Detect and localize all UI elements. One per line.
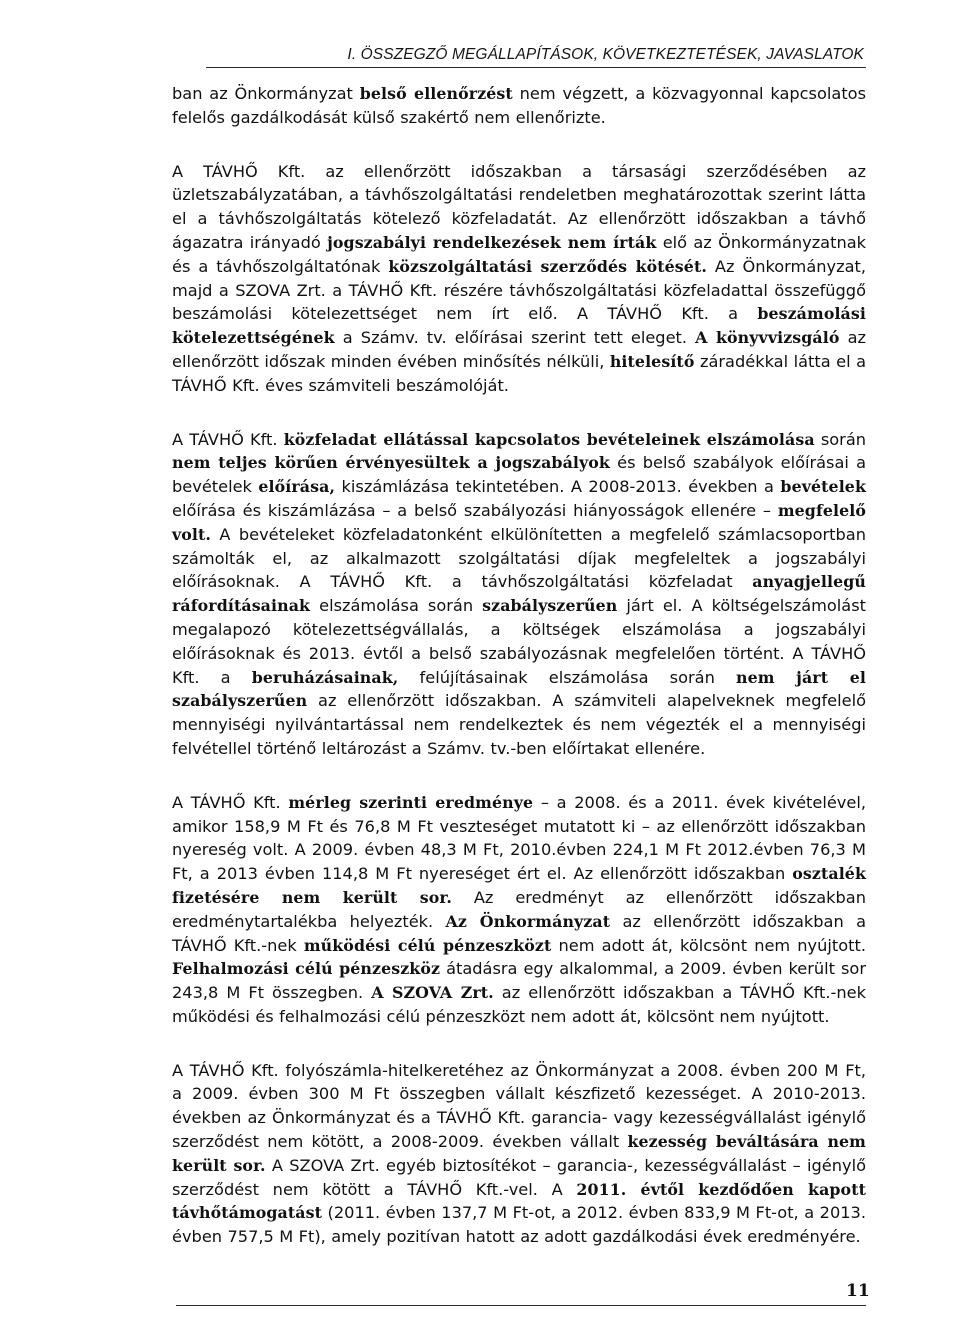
body-text: felújításainak elszámolása során bbox=[398, 667, 736, 687]
emphasis-text: bevételek bbox=[780, 477, 866, 497]
body-text: az ellenőrzött időszakban. A számviteli alapelveknek megfelelő mennyiségi nyilvántartással nem rendelkeztek és nem végezték el a mennyiségi felvétellel történő leltározást a Számv. tv.-ben előírtakat ellenére. bbox=[172, 691, 866, 758]
body-text: a Számv. tv. előírásai szerint tett eleget. bbox=[334, 328, 696, 348]
emphasis-text: szabályszerűen bbox=[482, 596, 618, 616]
emphasis-text: beruházásainak, bbox=[251, 667, 399, 687]
body-text: az ellenőrzött időszakban a TÁVHŐ Kft.-nek működési és felhalmozási célú pénzeszközt nem adott át, kölcsönt nem nyújtott. bbox=[172, 983, 866, 1026]
header-rule bbox=[206, 67, 866, 68]
emphasis-text: előírása, bbox=[258, 477, 336, 497]
emphasis-text: közszolgáltatási szerződés kötését. bbox=[388, 256, 707, 276]
body-text: Az eredményt az ellenőrzött időszakban eredménytartalékba helyezték. bbox=[172, 887, 866, 931]
body-text: járt el. A költségelszámolást megalapozó kötelezettségvállalás, a költségek elszámolása a jogszabályi előírásoknak és 2013. évtől a belső szabályozásnak megfelelően történt. A TÁVHŐ Kft. a bbox=[172, 596, 866, 687]
body-text: záradékkal látta el a TÁVHŐ Kft. éves számviteli beszámolóját. bbox=[172, 351, 866, 395]
body-text: ban az Önkormányzat bbox=[172, 84, 360, 103]
body-text: nem végzett, a közvagyonnal kapcsolatos felelős gazdálkodását külső szakértő nem ellenőrizte. bbox=[172, 84, 866, 127]
body-text: az ellenőrzött időszakban a TÁVHŐ Kft.-nek bbox=[172, 911, 866, 955]
paragraph-3 bbox=[172, 428, 866, 761]
running-header: I. ÖSSZEGZŐ MEGÁLLAPÍTÁSOK, KÖVETKEZTETÉSEK, JAVASLATOK bbox=[347, 46, 864, 63]
page-content bbox=[172, 82, 866, 1279]
emphasis-text: beszámolási kötelezettségének bbox=[172, 304, 866, 348]
body-text: és belső szabályok előírásai a bevételek bbox=[172, 453, 867, 497]
body-text: előírása és kiszámlázása – a belső szabályozási hiányosságok ellenére – bbox=[172, 500, 778, 520]
body-text: (2011. évben 137,7 M Ft-ot, a 2012. évben 833,9 M Ft-ot, a 2013. évben 757,5 M Ft), amely pozitívan hatott az adott gazdálkodási évek eredményére. bbox=[172, 1203, 866, 1247]
footer-rule bbox=[176, 1305, 866, 1306]
emphasis-text: Felhalmozási célú pénzeszköz bbox=[172, 959, 441, 979]
body-text: A SZOVA Zrt. egyéb biztosítékot – garancia-, kezességvállalást – igénylő szerződést nem kötött a TÁVHŐ Kft.-vel. A bbox=[172, 1155, 866, 1199]
body-text: átadásra egy alkalommal, a 2009. évben került sor 243,8 M Ft összegben. bbox=[172, 959, 866, 1003]
emphasis-text: jogszabályi rendelkezések nem írták bbox=[327, 232, 657, 252]
paragraph-5 bbox=[172, 1059, 866, 1249]
body-text: A TÁVHŐ Kft. folyószámla-hitelkeretéhez az Önkormányzat a 2008. évben 200 M Ft, a 2009. évben 300 M Ft összegben vállalt készfizető kezességet. A 2010-2013. években az Önkormányzat és a TÁVHŐ Kft. garancia- vagy kezességvállalást igénylő szerződést nem kötött, a 2008-2009. években vállalt bbox=[172, 1060, 866, 1152]
body-text: A TÁVHŐ Kft. bbox=[172, 429, 284, 449]
emphasis-text: hitelesítő bbox=[609, 351, 695, 371]
body-text: A TÁVHŐ Kft. bbox=[172, 792, 289, 812]
body-text: A bevételeket közfeladatonként elkülönítetten a megfelelő számlacsoportban számolták el, az alkalmazott szolgáltatási díjak megfeleltek a jogszabályi előírásoknak. A TÁVHŐ Kft. a távhőszolgáltatási közfeladat bbox=[172, 524, 866, 592]
paragraph-4 bbox=[172, 791, 866, 1029]
body-text: Az Önkormányzat, majd a SZOVA Zrt. a TÁVHŐ Kft. részére távhőszolgáltatási közfeladattal összefüggő beszámolási kötelezettséget nem írt elő. A TÁVHŐ Kft. a bbox=[172, 256, 866, 324]
emphasis-text: nem járt el szabályszerűen bbox=[172, 667, 866, 711]
paragraph-2 bbox=[172, 160, 866, 398]
body-text: kiszámlázása tekintetében. A 2008-2013. években a bbox=[335, 477, 781, 497]
emphasis-text: 2011. évtől kezdődően kapott távhőtámogatást bbox=[172, 1179, 866, 1223]
body-text: az ellenőrzött időszak minden évében minősítés nélküli, bbox=[172, 328, 866, 371]
body-text: elszámolása során bbox=[310, 596, 483, 616]
emphasis-text: belső ellenőrzést bbox=[359, 84, 513, 103]
emphasis-text: osztalék fizetésére nem került sor. bbox=[172, 864, 866, 907]
emphasis-text: A SZOVA Zrt. bbox=[371, 983, 494, 1003]
page-number: 11 bbox=[846, 1281, 870, 1301]
emphasis-text: nem teljes körűen érvényesültek a jogszabályok bbox=[172, 453, 610, 473]
emphasis-text: mérleg szerinti eredménye bbox=[288, 792, 534, 812]
emphasis-text: kezesség beváltására nem került sor. bbox=[172, 1132, 866, 1175]
emphasis-text: anyagjellegű ráfordításainak bbox=[172, 572, 866, 616]
body-text: – a 2008. és a 2011. évek kivételével, amikor 158,9 M Ft és 76,8 M Ft veszteséget mutatott ki – az ellenőrzött időszakban nyereség volt. A 2009. évben 48,3 M Ft, 2010.évben 224,1 M Ft 2012.évben 76,3 M Ft, a 2013 évben 114,8 M Ft nyereséget ért el. Az ellenőrzött időszakban bbox=[172, 792, 866, 884]
paragraph-1 bbox=[172, 82, 866, 130]
emphasis-text: A könyvvizsgáló bbox=[695, 328, 840, 348]
emphasis-text: Az Önkormányzat bbox=[445, 911, 611, 931]
emphasis-text: működési célú pénzeszközt bbox=[303, 935, 552, 955]
emphasis-text: közfeladat ellátással kapcsolatos bevételeinek elszámolása bbox=[283, 429, 815, 449]
emphasis-text: megfelelő volt. bbox=[172, 500, 866, 544]
body-text: nem adott át, kölcsönt nem nyújtott. bbox=[551, 935, 866, 955]
body-text: elő az Önkormányzatnak és a távhőszolgáltatónak bbox=[172, 232, 867, 276]
body-text: A TÁVHŐ Kft. az ellenőrzött időszakban a társasági szerződésében az üzletszabályzatában, a távhőszolgáltatási rendeletben meghatározottak szerint látta el a távhőszolgáltatás kötelező közfeladatát. Az ellenőrzött időszakban a távhő ágazatra irányadó bbox=[172, 161, 866, 252]
body-text: során bbox=[814, 429, 867, 449]
